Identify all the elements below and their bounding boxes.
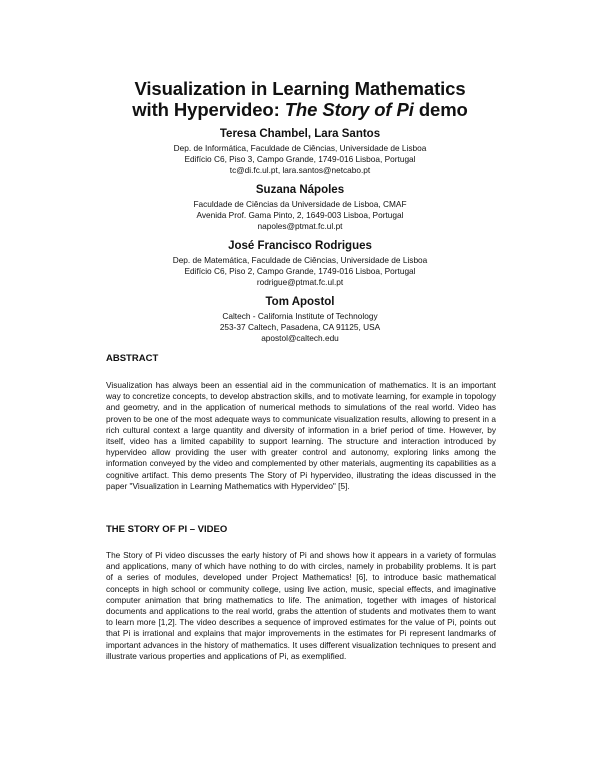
author-email: rodrigue@ptmat.fc.ul.pt	[256, 277, 344, 288]
affiliation-line: 253-37 Caltech, Pasadena, CA 91125, USA	[219, 322, 381, 333]
author-email: tc@di.fc.ul.pt, lara.santos@netcabo.pt	[229, 165, 371, 176]
title-line-2-suffix: demo	[413, 99, 468, 120]
abstract-paragraph: Visualization has always been an essential aid in the communication of mathematics. It is an important way to concretize concepts, to develop abstraction skills, and to motivate learning, for example in topology and geometry, and in the application of numerical methods to simulations of the real world. Video has proven to be one of the most adequate ways to communicate visualization results, allowing to present in a rich cultural context a large quantity and diversity of information in a brief period of time. However, by itself, video has a limited capability to support learning. The structure and interaction introduced by hypervideo allow providing the user with greater control and autonomy, exploring links among the information conveyed by the video and complemented by other materials, augmenting its capabilities as a cognitive artifact. This demo presents The Story of Pi hypervideo, illustrating the ideas discussed in the paper "Visualization in Learning Mathematics with Hypervideo" [5].	[106, 380, 496, 491]
paper-title	[0, 78, 600, 120]
affiliation-line: Faculdade de Ciências da Universidade de Lisboa, CMAF	[193, 199, 407, 209]
author-email: napoles@ptmat.fc.ul.pt	[257, 221, 343, 232]
author-name: Teresa Chambel, Lara Santos	[219, 128, 381, 140]
affiliation-line: Dep. de Informática, Faculdade de Ciências, Universidade de Lisboa	[173, 143, 427, 153]
title-line-2-italic: The Story of Pi	[284, 99, 414, 120]
affiliation-line: Edifício C6, Piso 2, Campo Grande, 1749-016 Lisboa, Portugal	[184, 266, 416, 277]
author-name: Suzana Nápoles	[255, 184, 345, 196]
title-line-2-prefix: with Hypervideo:	[132, 99, 285, 120]
author-block-4	[0, 295, 600, 345]
affiliation-line: Avenida Prof. Gama Pinto, 2, 1649-003 Lisboa, Portugal	[196, 210, 404, 221]
affiliation-line: Edifício C6, Piso 3, Campo Grande, 1749-016 Lisboa, Portugal	[184, 154, 416, 165]
title-line-2	[0, 99, 600, 120]
affiliation-line: Dep. de Matemática, Faculdade de Ciências, Universidade de Lisboa	[172, 255, 428, 265]
author-block-1	[0, 127, 600, 177]
author-email: apostol@caltech.edu	[261, 333, 339, 344]
story-heading: THE STORY OF PI – VIDEO	[106, 524, 228, 535]
author-name: José Francisco Rodrigues	[228, 240, 372, 252]
abstract-heading: ABSTRACT	[106, 353, 159, 364]
story-paragraph: The Story of Pi video discusses the early history of Pi and shows how it appears in a variety of formulas and applications, many of which have nothing to do with circles, namely in probability problems. It is part of a series of modules, developed under Project Mathematics! [6], to introduce basic mathematical concepts in high school or community college, using live action, music, special effects, and imaginative computer animation that bring mathematics to life. The animation, together with images of historical documents and applications to the real world, grabs the attention of students and motivates them to want to learn more [1,2]. The video describes a sequence of improved estimates for the value of Pi, points out that Pi is irrational and explains that major improvements in the estimates for Pi represent landmarks of important advances in the history of mathematics. It uses different visualization techniques to present and illustrate various properties and applications of Pi, as exemplified.	[106, 550, 496, 661]
affiliation-line: Caltech - California Institute of Technology	[222, 311, 378, 321]
author-block-3	[0, 239, 600, 289]
title-line-1: Visualization in Learning Mathematics	[134, 78, 466, 99]
author-block-2	[0, 183, 600, 233]
author-name: Tom Apostol	[265, 296, 335, 308]
